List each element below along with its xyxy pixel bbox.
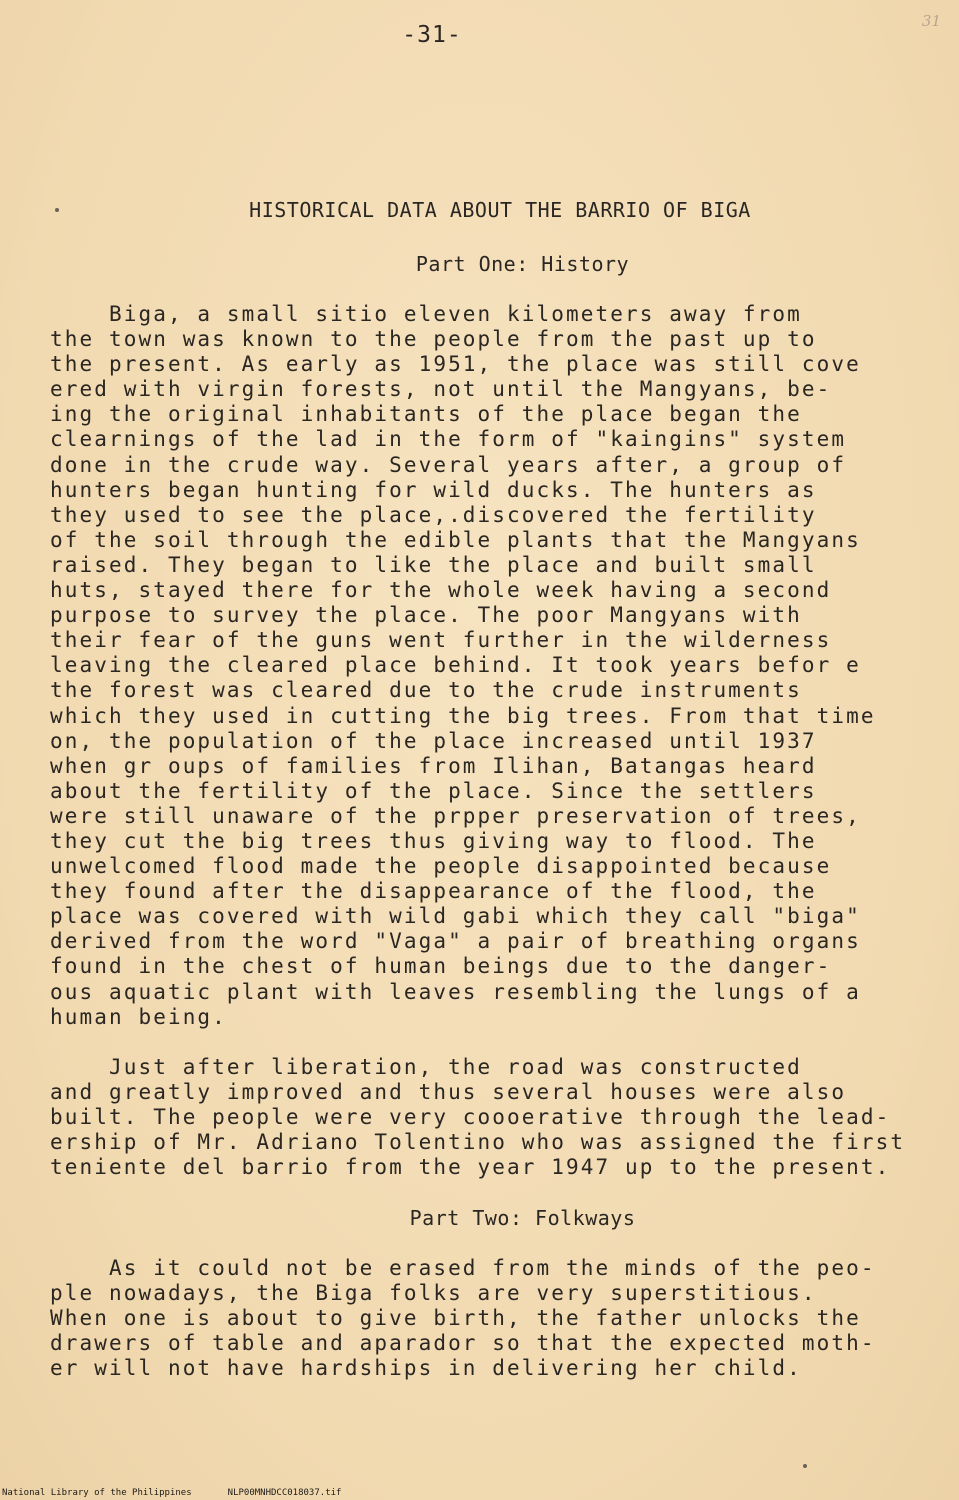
text-line: Biga, a small sitio eleven kilometers away from — [50, 302, 802, 326]
text-line: they found after the disappearance of the flood, the — [50, 879, 817, 904]
text-line: unwelcomed flood made the people disappointed because — [50, 854, 832, 879]
text-line: the forest was cleared due to the crude instruments — [50, 678, 802, 703]
text-line: derived from the word "Vaga" a pair of breathing organs — [50, 929, 861, 954]
text-line: on, the population of the place increased until 1937 — [50, 728, 817, 753]
text-line: hunters began hunting for wild ducks. The hunters as — [50, 477, 817, 502]
text-line: ple nowadays, the Biga folks are very superstitious. — [50, 1281, 817, 1306]
text-line: found in the chest of human beings due to the danger- — [50, 954, 832, 979]
text-line: place was covered with wild gabi which they call "biga" — [50, 904, 861, 929]
text-line: done in the crude way. Several years after, a group of — [50, 452, 847, 477]
part-two-heading: Part Two: Folkways — [409, 1206, 636, 1230]
text-line: of the soil through the edible plants that the Mangyans — [50, 527, 861, 552]
page-number: -31- — [402, 22, 462, 48]
text-line: about the fertility of the place. Since the settlers — [50, 778, 817, 803]
text-line: human being. — [50, 1004, 227, 1029]
text-line: which they used in cutting the big trees. From that time — [50, 703, 876, 728]
text-line: ered with virgin forests, not until the Mangyans, be- — [50, 377, 832, 402]
paragraph-history — [50, 302, 876, 1030]
text-line: As it could not be erased from the minds of the peo- — [50, 1256, 876, 1280]
text-line: their fear of the guns went further in the wilderness — [50, 628, 832, 653]
text-line: ous aquatic plant with leaves resembling the lungs of a — [50, 979, 861, 1004]
document-title: HISTORICAL DATA ABOUT THE BARRIO OF BIGA — [249, 198, 751, 222]
footer-library: National Library of the Philippines — [2, 1488, 192, 1498]
text-line: When one is about to give birth, the father unlocks the — [50, 1306, 861, 1331]
text-line: drawers of table and aparador so that the expected moth- — [50, 1331, 876, 1356]
text-line: they used to see the place,.discovered the fertility — [50, 502, 817, 527]
text-line: er will not have hardships in delivering her child. — [50, 1356, 802, 1381]
text-line: ing the original inhabitants of the place began the — [50, 402, 802, 427]
text-line: were still unaware of the prpper preservation of trees, — [50, 803, 861, 828]
stray-mark — [803, 1464, 807, 1468]
text-line: when gr oups of families from Ilihan, Batangas heard — [50, 753, 817, 778]
text-line: leaving the cleared place behind. It took years befor e — [50, 653, 861, 678]
text-line: they cut the big trees thus giving way to flood. The — [50, 828, 817, 853]
text-line: the present. As early as 1951, the place was still cove — [50, 352, 861, 377]
paragraph-folkways — [50, 1256, 876, 1381]
scan-footer — [2, 1488, 341, 1498]
text-line: Just after liberation, the road was constructed — [50, 1055, 802, 1079]
text-line: the town was known to the people from the past up to — [50, 327, 817, 352]
text-line: built. The people were very coooerative through the lead- — [50, 1105, 891, 1130]
text-line: teniente del barrio from the year 1947 up to the present. — [50, 1155, 891, 1180]
text-line: ership of Mr. Adriano Tolentino who was assigned the first — [50, 1130, 906, 1155]
text-line: purpose to survey the place. The poor Mangyans with — [50, 603, 802, 628]
text-line: raised. They began to like the place and built small — [50, 552, 817, 577]
text-line: clearnings of the lad in the form of "kaingins" system — [50, 427, 847, 452]
text-line: and greatly improved and thus several houses were also — [50, 1080, 847, 1105]
corner-page-mark: 31 — [921, 12, 941, 30]
text-line: huts, stayed there for the whole week having a second — [50, 578, 832, 603]
paragraph-liberation — [50, 1055, 905, 1180]
footer-filename: NLP00MNHDCC018037.tif — [227, 1488, 342, 1498]
part-one-heading: Part One: History — [415, 252, 630, 276]
